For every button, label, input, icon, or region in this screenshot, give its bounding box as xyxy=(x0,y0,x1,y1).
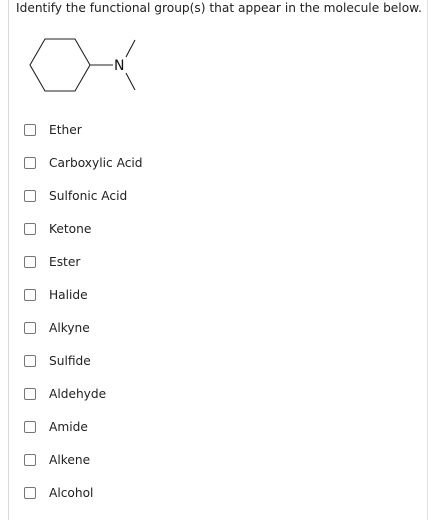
option-alkyne[interactable] xyxy=(24,321,143,354)
amide-label[interactable]: Amide xyxy=(49,420,88,434)
option-halide[interactable] xyxy=(24,288,143,321)
alcohol-label[interactable]: Alcohol xyxy=(49,486,94,500)
nitrogen-atom-label: N xyxy=(114,58,125,74)
alkene-label[interactable]: Alkene xyxy=(49,453,91,467)
option-ketone[interactable] xyxy=(24,222,143,255)
option-carboxylic-acid[interactable] xyxy=(24,156,143,189)
cyclohexane-ring xyxy=(30,39,90,91)
option-sulfide[interactable] xyxy=(24,354,143,387)
aldehyde-label[interactable]: Aldehyde xyxy=(49,387,107,401)
nitrogen-methyl-bond-down xyxy=(126,73,135,90)
ether-checkbox[interactable] xyxy=(24,124,36,136)
ester-label[interactable]: Ester xyxy=(49,255,81,269)
alkyne-checkbox[interactable] xyxy=(24,322,36,334)
carboxylic-acid-label[interactable]: Carboxylic Acid xyxy=(49,156,143,170)
option-sulfonic-acid[interactable] xyxy=(24,189,143,222)
alcohol-checkbox[interactable] xyxy=(24,487,36,499)
question-prompt: Identify the functional group(s) that appear in the molecule below. xyxy=(16,1,422,15)
content-frame-left-border xyxy=(8,0,9,520)
aldehyde-checkbox[interactable] xyxy=(24,388,36,400)
sulfide-label[interactable]: Sulfide xyxy=(49,354,91,368)
molecule-structure-diagram xyxy=(20,30,170,105)
option-amide[interactable] xyxy=(24,420,143,453)
ether-label[interactable]: Ether xyxy=(49,123,82,137)
alkyne-label[interactable]: Alkyne xyxy=(49,321,90,335)
halide-checkbox[interactable] xyxy=(24,289,36,301)
sulfonic-acid-label[interactable]: Sulfonic Acid xyxy=(49,189,128,203)
alkene-checkbox[interactable] xyxy=(24,454,36,466)
sulfide-checkbox[interactable] xyxy=(24,355,36,367)
option-alcohol[interactable] xyxy=(24,486,143,519)
ester-checkbox[interactable] xyxy=(24,256,36,268)
ketone-label[interactable]: Ketone xyxy=(49,222,92,236)
sulfonic-acid-checkbox[interactable] xyxy=(24,190,36,202)
nitrogen-methyl-bond-up xyxy=(126,40,135,57)
option-ester[interactable] xyxy=(24,255,143,288)
option-alkene[interactable] xyxy=(24,453,143,486)
carboxylic-acid-checkbox[interactable] xyxy=(24,157,36,169)
option-ether[interactable] xyxy=(24,123,143,156)
answer-options-list xyxy=(24,123,143,519)
amide-checkbox[interactable] xyxy=(24,421,36,433)
option-aldehyde[interactable] xyxy=(24,387,143,420)
ketone-checkbox[interactable] xyxy=(24,223,36,235)
halide-label[interactable]: Halide xyxy=(49,288,88,302)
